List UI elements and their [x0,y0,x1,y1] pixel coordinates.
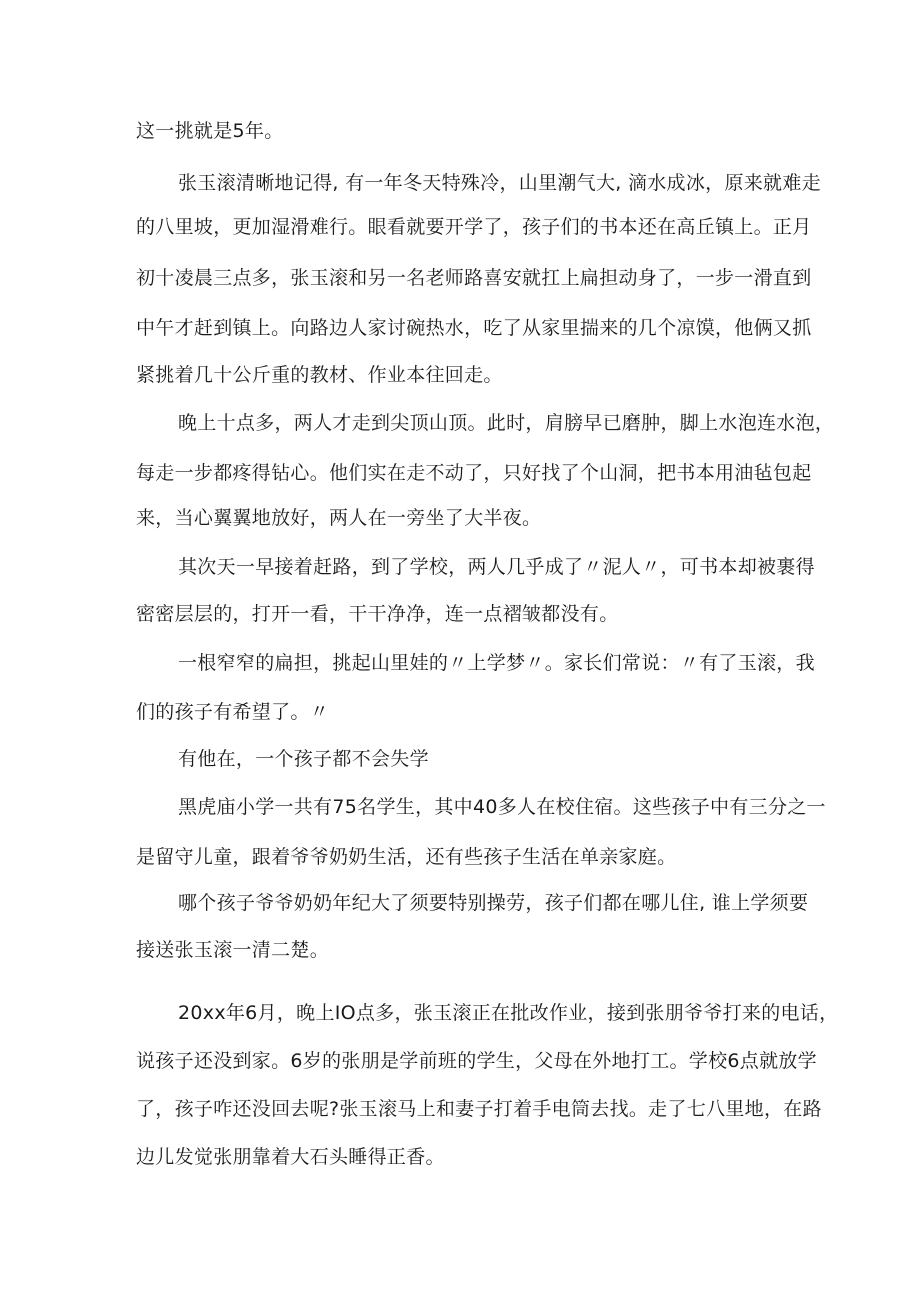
paragraph-first-line: 晚上十点多，两人才走到尖顶山顶。此时，肩膀早已磨肿，脚上水泡连水泡， [178,412,835,434]
text-line: 了，孩子咋还没回去呢?张玉滚马上和妻子打着手电筒去找。走了七八里地，在路 [136,1098,822,1120]
paragraph-first-line: 黑虎庙小学一共有75名学生，其中40多人在校住宿。这些孩子中有三分之一 [178,796,826,818]
text-line: 们的孩子有希望了。〃 [136,701,330,723]
text-line: 来，当心翼翼地放好，两人在一旁坐了大半夜。 [136,507,542,529]
text-line: 的八里坡，更加湿滑难行。眼看就要开学了，孩子们的书本还在高丘镇上。正月 [136,216,812,238]
text-line: 这一挑就是5年。 [136,120,284,142]
paragraph-first-line: 20xx年6月，晚上IO点多，张玉滚正在批改作业，接到张朋爷爷打来的电话， [178,1002,839,1024]
text-line: 每走一步都疼得钻心。他们实在走不动了，只好找了个山洞，把书本用油毡包起 [136,462,812,484]
text-line: 中午才赶到镇上。向路边人家讨碗热水，吃了从家里揣来的几个凉馍，他俩又抓 [136,317,812,339]
text-line: 密密层层的，打开一看，干干净净，连一点褶皱都没有。 [136,603,619,625]
section-heading: 有他在，一个孩子都不会失学 [178,748,429,770]
text-line: 接送张玉滚一清二楚。 [136,939,330,961]
paragraph-first-line: 哪个孩子爷爷奶奶年纪大了须要特别操劳，孩子们都在哪儿住, 谁上学须要 [178,892,809,914]
paragraph-first-line: 张玉滚清晰地记得, 有一年冬天特殊冷，山里潮气大, 滴水成冰，原来就难走 [178,172,821,194]
paragraph-first-line: 其次天一早接着赶路，到了学校，两人几乎成了〃泥人〃，可书本却被裹得 [178,556,815,578]
paragraph-first-line: 一根窄窄的扁担，挑起山里娃的〃上学梦〃。家长们常说：〃有了玉滚，我 [178,652,815,674]
text-line: 初十凌晨三点多，张玉滚和另一名老师路喜安就扛上扁担动身了，一步一滑直到 [136,267,812,289]
text-line: 是留守儿童，跟着爷爷奶奶生活，还有些孩子生活在单亲家庭。 [136,846,677,868]
text-line: 紧挑着几十公斤重的教材、作业本往回走。 [136,364,503,386]
text-line: 边儿发觉张朋靠着大石头睡得正香。 [136,1146,445,1168]
text-line: 说孩子还没到家。6岁的张朋是学前班的学生，父母在外地打工。学校6点就放学 [136,1050,817,1072]
